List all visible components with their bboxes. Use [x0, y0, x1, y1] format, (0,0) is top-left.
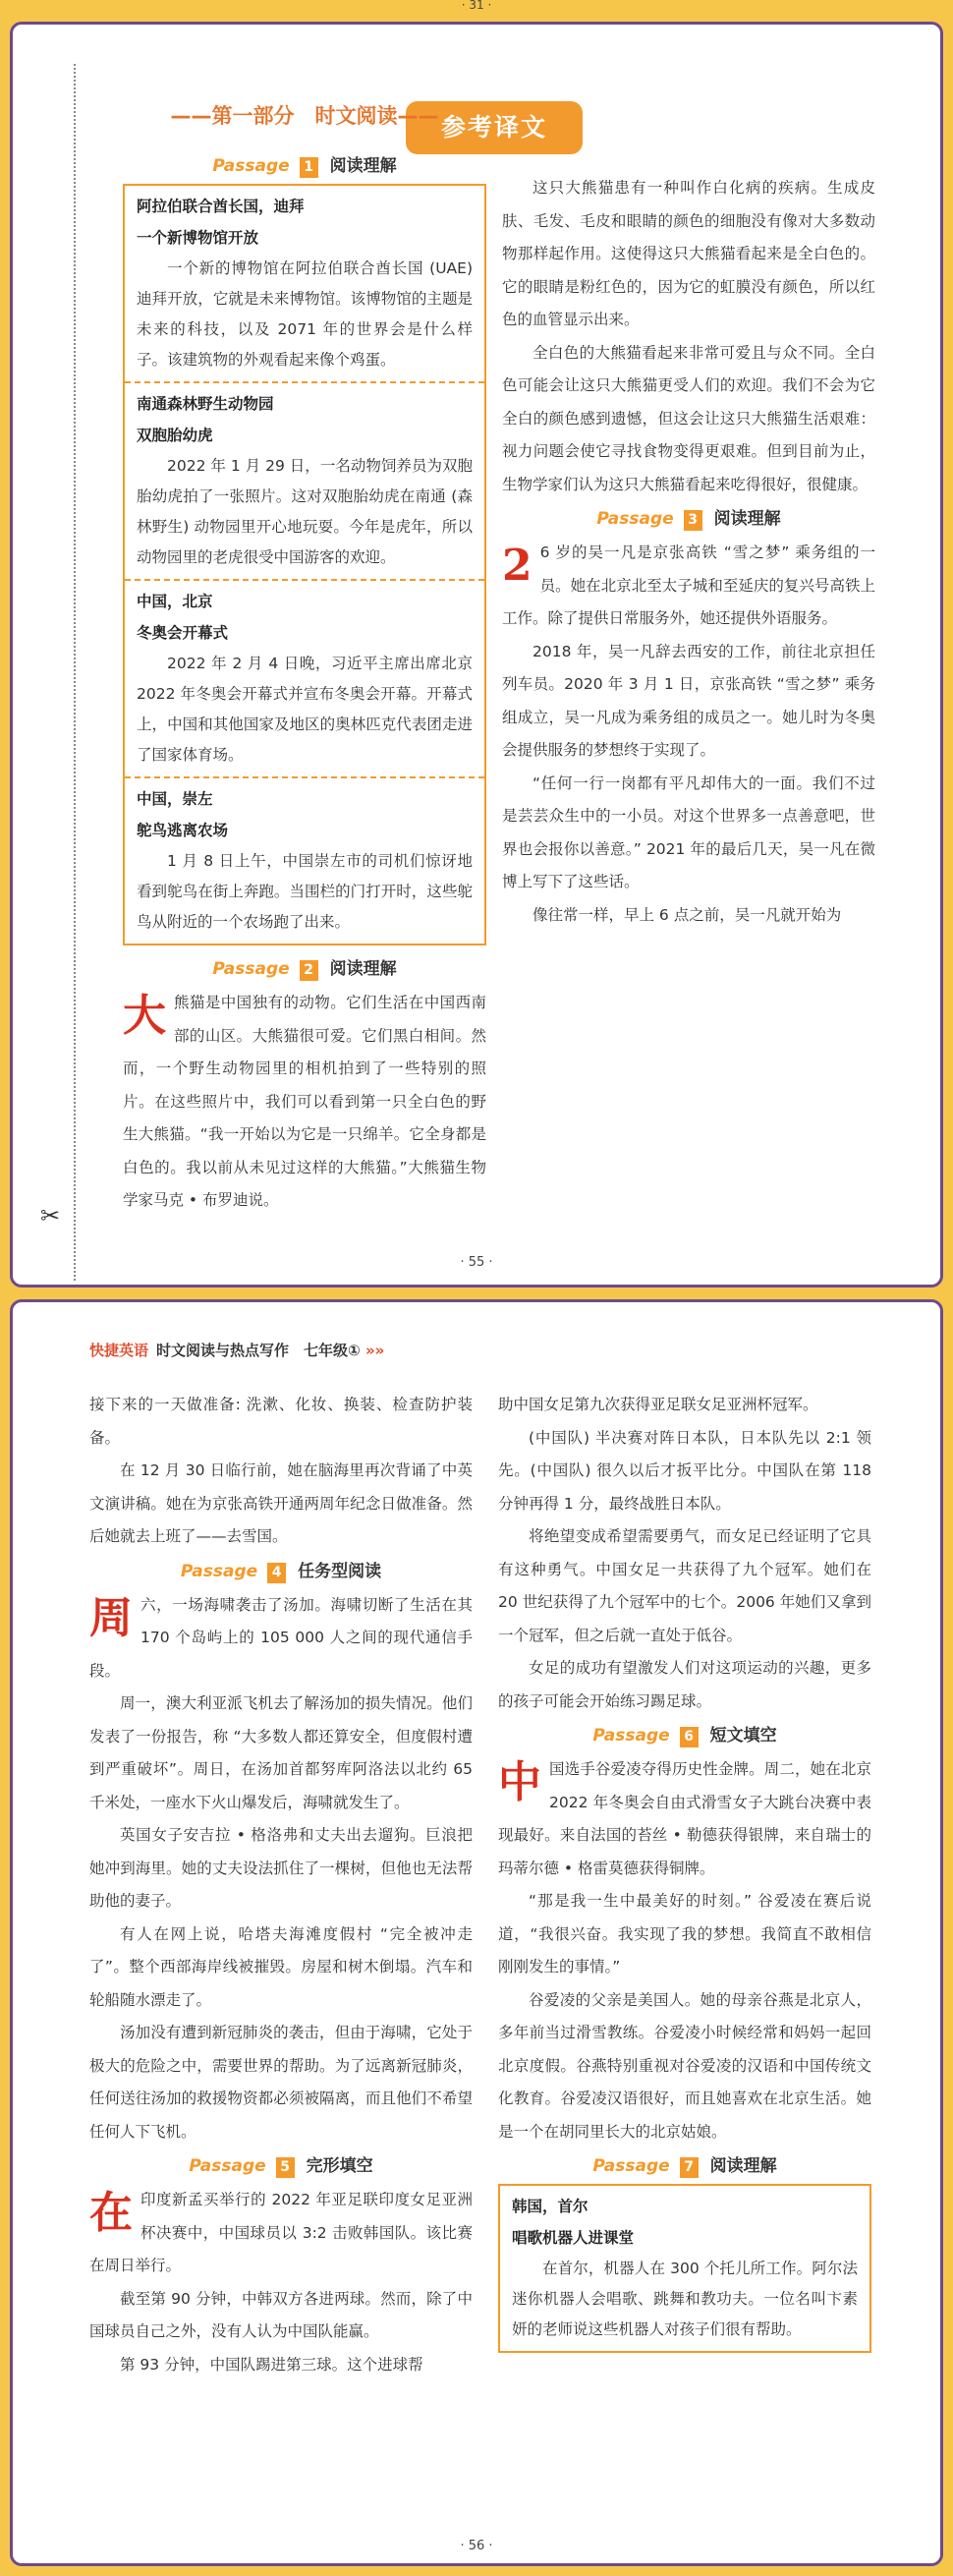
left-column — [89, 1389, 473, 2381]
passage-4-heading: Passage 4 任务型阅读 — [180, 1561, 382, 1581]
passage-6-paragraph: “那是我一生中最美好的时刻。” 谷爱凌在赛后说道，“我很兴奋。我实现了我的梦想。我简直不敢相信刚刚发生的事情。” — [498, 1892, 871, 1975]
passage-2-paragraph: 大熊猫是中国独有的动物。它们生活在中国西南部的山区。大熊猫很可爱。它们黑白相间。然而，一个野生动物园里的相机拍到了一些特别的照片。在这些照片中，我们可以看到第一只全白色的野生大熊猫。“我一开始以为它是一只绵羊。它全身都是白色的。我以前从未见过这样的大熊猫。”大熊猫生物学家马克 • 布罗迪说。 — [123, 991, 486, 1209]
passage-3-paragraph: 2018 年，吴一凡辞去西安的工作，前往北京担任列车员。2020 年 3 月 1 日，京张高铁 “雪之梦” 乘务组成立，吴一凡成为乘务组的成员之一。她儿时为冬奥会提供服务的梦想终于实现了。 — [502, 642, 875, 759]
passage-5-paragraph: 女足的成功有望激发人们对这项运动的兴趣，更多的孩子可能会开始练习踢足球。 — [498, 1659, 871, 1710]
passage-2-heading: Passage 2 阅读理解 — [212, 959, 397, 979]
chevrons-icon: »» — [364, 1342, 385, 1359]
passage-5-paragraph: 截至第 90 分钟，中韩双方各进两球。然而，除了中国球员自己之外，没有人认为中国队能赢。 — [89, 2289, 473, 2340]
news-place: 韩国，首尔 — [512, 2198, 589, 2215]
news-headline: 唱歌机器人进课堂 — [512, 2229, 635, 2247]
top-page-number: · 31 · — [461, 0, 492, 12]
passage-3-paragraph: 像往常一样，早上 6 点之前，吴一凡就开始为 — [533, 905, 842, 924]
left-column — [123, 25, 486, 1218]
news-item — [125, 579, 484, 776]
news-headline: 冬奥会开幕式 — [137, 624, 229, 642]
passage-3-paragraph: 在 12 月 30 日临行前，她在脑海里再次背诵了中英文演讲稿。她在为京张高铁开通两周年纪念日做准备。然后她就去上班了——去雪国。 — [89, 1461, 473, 1545]
news-text: 一个新的博物馆在阿拉伯联合酋长国 (UAE) 迪拜开放，它就是未来博物馆。该博物馆的主题是未来的科技，以及 2071 年的世界会是什么样子。该建筑物的外观看起来像个鸡蛋。 — [137, 259, 473, 369]
passage-5-paragraph: (中国队) 半决赛对阵日本队，日本队先以 2:1 领先。(中国队) 很久以后才扳平比分。中国队在第 118 分钟再得 1 分，最终战胜日本队。 — [498, 1428, 871, 1513]
news-headline: 一个新博物馆开放 — [137, 229, 259, 247]
passage-4-paragraph: 周一，澳大利亚派飞机去了解汤加的损失情况。他们发表了一份报告，称 “大多数人都还算安全，但度假村遭到严重破坏”。周日，在汤加首都努库阿洛法以北约 65 千米处，一座水下火山爆发后，海啸就发生了。 — [89, 1694, 473, 1811]
passage-6-paragraph: 中国选手谷爱凌夺得历史性金牌。周二，她在北京 2022 年冬奥会自由式滑雪女子大跳台决赛中表现最好。来自法国的苔丝 • 勒德获得银牌，来自瑞士的玛蒂尔德 • 格雷莫德获得铜牌。 — [498, 1757, 871, 1877]
passage-4-paragraph: 汤加没有遭到新冠肺炎的袭击，但由于海啸，它处于极大的危险之中，需要世界的帮助。为了远离新冠肺炎，任何送往汤加的救援物资都必须被隔离，而且他们不希望任何人下飞机。 — [89, 2024, 473, 2141]
news-headline: 双胞胎幼虎 — [137, 427, 213, 444]
passage-3-paragraph: 接下来的一天做准备: 洗漱、化妆、换装、检查防护装备。 — [89, 1396, 473, 1447]
passage-6-heading: Passage 6 短文填空 — [592, 1726, 777, 1746]
news-item — [125, 381, 484, 579]
passage-6-paragraph: 谷爱凌的父亲是美国人。她的母亲谷燕是北京人，多年前当过滑雪教练。谷爱凌小时候经常和妈妈一起回北京度假。谷燕特别重视对谷爱凌的汉语和中国传统文化教育。谷爱凌汉语很好，而且她喜欢在北京生活。她是一个在胡同里长大的北京姑娘。 — [498, 1990, 871, 2141]
right-column — [498, 1389, 871, 2353]
passage-3-heading: Passage 3 阅读理解 — [596, 509, 781, 529]
page-56 — [10, 1299, 943, 2566]
running-header — [89, 1340, 384, 1360]
right-column — [502, 172, 875, 932]
passage-4-paragraph: 英国女子安吉拉 • 格洛弗和丈夫出去遛狗。巨浪把她冲到海里。她的丈夫设法抓住了一棵树，但他也无法帮助他的妻子。 — [89, 1826, 473, 1910]
passage-2-paragraph: 这只大熊猫患有一种叫作白化病的疾病。生成皮肤、毛发、毛皮和眼睛的颜色的细胞没有像对大多数动物那样起作用。这使得这只大熊猫看起来是全白色的。它的眼睛是粉红色的，因为它的虹膜没有颜色，所以红色的血管显示出来。 — [502, 179, 875, 328]
news-text: 2022 年 1 月 29 日，一名动物饲养员为双胞胎幼虎拍了一张照片。这对双胞胎幼虎在南通 (森林野生) 动物园里开心地玩耍。今年是虎年，所以动物园里的老虎很受中国游客的欢迎。 — [137, 457, 473, 566]
passage-5-paragraph: 助中国女足第九次获得亚足联女足亚洲杯冠军。 — [498, 1396, 818, 1413]
news-place: 中国，北京 — [137, 593, 213, 610]
book-title: 时文阅读与热点写作 七年级① — [156, 1342, 361, 1359]
passage-5-paragraph: 将绝望变成希望需要勇气，而女足已经证明了它具有这种勇气。中国女足一共获得了九个冠军。她们在 20 世纪获得了九个冠军中的七个。2006 年她们又拿到一个冠军，但之后就一直处于低谷。 — [498, 1527, 871, 1644]
passage-3-paragraph: 2 6 岁的吴一凡是京张高铁 “雪之梦” 乘务组的一员。她在北京北至太子城和至延庆的复兴号高铁上工作。除了提供日常服务外，她还提供外语服务。 — [502, 541, 875, 627]
news-place: 阿拉伯联合酋长国，迪拜 — [137, 198, 305, 215]
news-item — [500, 2186, 869, 2351]
news-text: 1 月 8 日上午，中国崇左市的司机们惊讶地看到鸵鸟在街上奔跑。当围栏的门打开时，这些鸵鸟从附近的一个农场跑了出来。 — [137, 852, 473, 931]
drop-cap: 大 — [123, 991, 166, 1041]
page-title: 参考译文 — [406, 101, 583, 154]
drop-cap: 中 — [498, 1757, 541, 1807]
drop-cap: 在 — [89, 2188, 133, 2238]
part-title: ——第一部分 时文阅读—— — [170, 104, 439, 128]
passage-5-paragraph: 第 93 分钟，中国队踢进第三球。这个进球帮 — [120, 2355, 423, 2374]
page-number: · 55 · — [460, 1255, 493, 1270]
passage-5-heading: Passage 5 完形填空 — [189, 2156, 373, 2176]
news-text: 在首尔，机器人在 300 个托儿所工作。阿尔法迷你机器人会唱歌、跳舞和教功夫。一位名叫卞素妍的老师说这些机器人对孩子们很有帮助。 — [512, 2260, 858, 2338]
passage-3-paragraph: “任何一行一岗都有平凡却伟大的一面。我们不过是芸芸众生中的一小员。对这个世界多一点善意吧，世界也会报你以善意。” 2021 年的最后几天，吴一凡在微博上写下了这些话。 — [502, 773, 875, 890]
drop-cap: 周 — [89, 1592, 133, 1643]
news-place: 中国，崇左 — [137, 790, 213, 808]
passage-1-heading: Passage 1 阅读理解 — [212, 156, 397, 176]
drop-cap: 2 — [502, 541, 533, 591]
news-box — [123, 184, 486, 945]
scissors-icon: ✂ — [40, 1202, 61, 1230]
news-box — [498, 2184, 871, 2353]
page-number: · 56 · — [460, 2539, 493, 2553]
brand-name: 快捷英语 — [89, 1342, 149, 1359]
cut-line — [74, 64, 76, 1281]
passage-2-paragraph: 全白色的大熊猫看起来非常可爱且与众不同。全白色可能会让这只大熊猫更受人们的欢迎。我们不会为它全白的颜色感到遗憾，但这会让这只大熊猫生活艰难：视力问题会使它寻找食物变得更艰难。但到目前为止，生物学家们认为这只大熊猫看起来吃得很好，很健康。 — [502, 343, 875, 493]
news-headline: 鸵鸟逃离农场 — [137, 822, 229, 839]
passage-5-paragraph: 在印度新孟买举行的 2022 年亚足联印度女足亚洲杯决赛中，中国球员以 3:2 击败韩国队。该比赛在周日举行。 — [89, 2188, 473, 2274]
news-item — [125, 776, 484, 944]
page-55 — [10, 22, 943, 1288]
passage-4-paragraph: 周六，一场海啸袭击了汤加。海啸切断了生活在其 170 个岛屿上的 105 000 人之间的现代通信手段。 — [89, 1592, 473, 1680]
passage-4-paragraph: 有人在网上说，哈塔夫海滩度假村 “完全被冲走了”。整个西部海岸线被摧毁。房屋和树木倒塌。汽车和轮船随水漂走了。 — [89, 1924, 473, 2009]
news-place: 南通森林野生动物园 — [137, 395, 274, 413]
news-text: 2022 年 2 月 4 日晚，习近平主席出席北京 2022 年冬奥会开幕式并宣布冬奥会开幕。开幕式上，中国和其他国家及地区的奥林匹克代表团走进了国家体育场。 — [137, 655, 473, 764]
passage-7-heading: Passage 7 阅读理解 — [592, 2156, 777, 2176]
news-item — [125, 186, 484, 381]
